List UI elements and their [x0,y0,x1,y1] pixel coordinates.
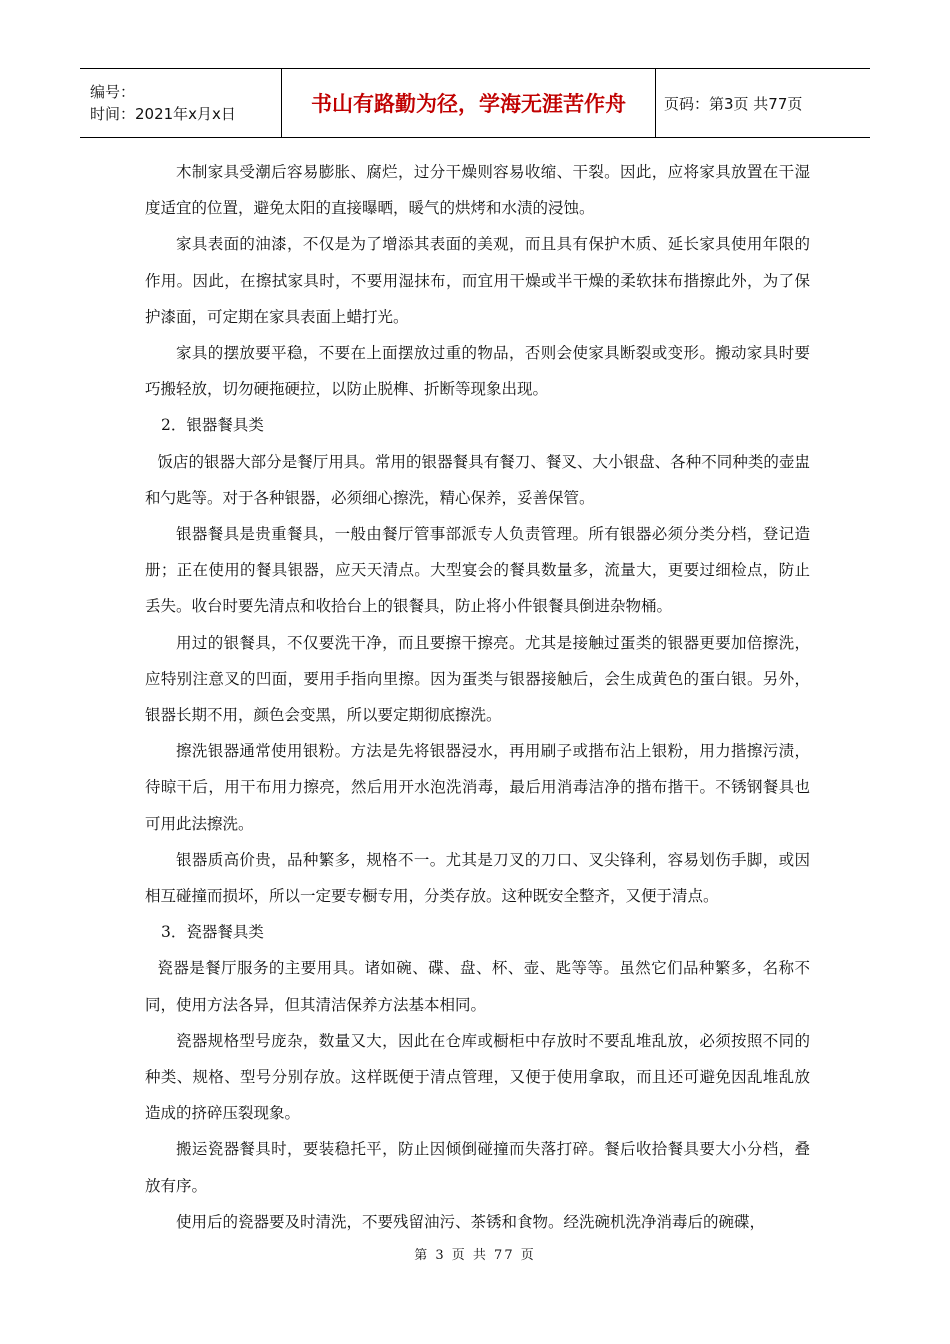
page-footer: 第 3 页 共 77 页 [414,1248,536,1263]
paragraph: 擦洗银器通常使用银粉。方法是先将银器浸水，再用刷子或揩布沾上银粉，用力揩擦污渍，待晾干后，用干布用力擦亮，然后用开水泡洗消毒，最后用消毒洁净的揩布揩干。不锈钢餐具也可用此法擦洗。 [145,742,810,833]
page-header [80,68,870,138]
paragraph: 家具表面的油漆，不仅是为了增添其表面的美观，而且具有保护木质、延长家具使用年限的作用。因此，在擦拭家具时，不要用湿抹布，而宜用干燥或半干燥的柔软抹布揩擦此外，为了保护漆面，可定期在家具表面上蜡打光。 [145,235,810,326]
section-heading: 3．瓷器餐具类 [161,923,264,942]
paragraph: 瓷器规格型号庞杂，数量又大，因此在仓库或橱柜中存放时不要乱堆乱放，必须按照不同的种类、规格、型号分别存放。这样既便于清点管理，又便于使用拿取，而且还可避免因乱堆乱放造成的挤碎压裂现象。 [145,1031,810,1123]
paragraph: 木制家具受潮后容易膨胀、腐烂，过分干燥则容易收缩、干裂。因此，应将家具放置在干湿度适宜的位置，避免太阳的直接曝晒，暖气的烘烤和水渍的浸蚀。 [145,163,810,218]
paragraph: 银器餐具是贵重餐具，一般由餐厅管事部派专人负责管理。所有银器必须分类分档，登记造册；正在使用的餐具银器，应天天清点。大型宴会的餐具数量多，流量大，更要过细检点，防止丢失。收台时要先清点和收拾台上的银餐具，防止将小件银餐具倒进杂物桶。 [145,525,810,616]
header-motto: 书山有路勤为径，学海无涯苦作舟 [282,69,656,137]
header-page-info: 页码：第3页 共77页 [664,94,803,113]
document-number-label: 编号： [90,83,136,101]
paragraph: 家具的摆放要平稳，不要在上面摆放过重的物品，否则会使家具断裂或变形。搬动家具时要巧搬轻放，切勿硬拖硬拉，以防止脱榫、折断等现象出现。 [145,344,810,399]
paragraph: 搬运瓷器餐具时，要装稳托平，防止因倾倒碰撞而失落打碎。餐后收拾餐具要大小分档，叠放有序。 [145,1140,810,1195]
document-body [145,154,810,1240]
paragraph: 银器质高价贵，品种繁多，规格不一。尤其是刀叉的刀口、叉尖锋利，容易划伤手脚，或因相互碰撞而损坏，所以一定要专橱专用，分类存放。这种既安全整齐，又便于清点。 [145,850,810,906]
section-heading: 2．银器餐具类 [161,416,264,435]
paragraph: 饭店的银器大部分是餐厅用具。常用的银器餐具有餐刀、餐叉、大小银盘、各种不同种类的壶盅和勺匙等。对于各种银器，必须细心擦洗，精心保养，妥善保管。 [145,452,810,507]
paragraph: 用过的银餐具，不仅要洗干净，而且要擦干擦亮。尤其是接触过蛋类的银器更要加倍擦洗，应特别注意叉的凹面，要用手指向里擦。因为蛋类与银器接触后，会生成黄色的蛋白银。另外，银器长期不用，颜色会变黑，所以要定期彻底擦洗。 [145,633,810,725]
header-meta [80,69,282,137]
paragraph: 使用后的瓷器要及时清洗，不要残留油污、茶锈和食物。经洗碗机洗净消毒后的碗碟， [176,1212,766,1231]
paragraph: 瓷器是餐厅服务的主要用具。诸如碗、碟、盘、杯、壶、匙等等。虽然它们品种繁多，名称不同，使用方法各异，但其清洁保养方法基本相同。 [145,959,810,1014]
document-time-label: 时间：2021年x月x日 [90,105,236,123]
